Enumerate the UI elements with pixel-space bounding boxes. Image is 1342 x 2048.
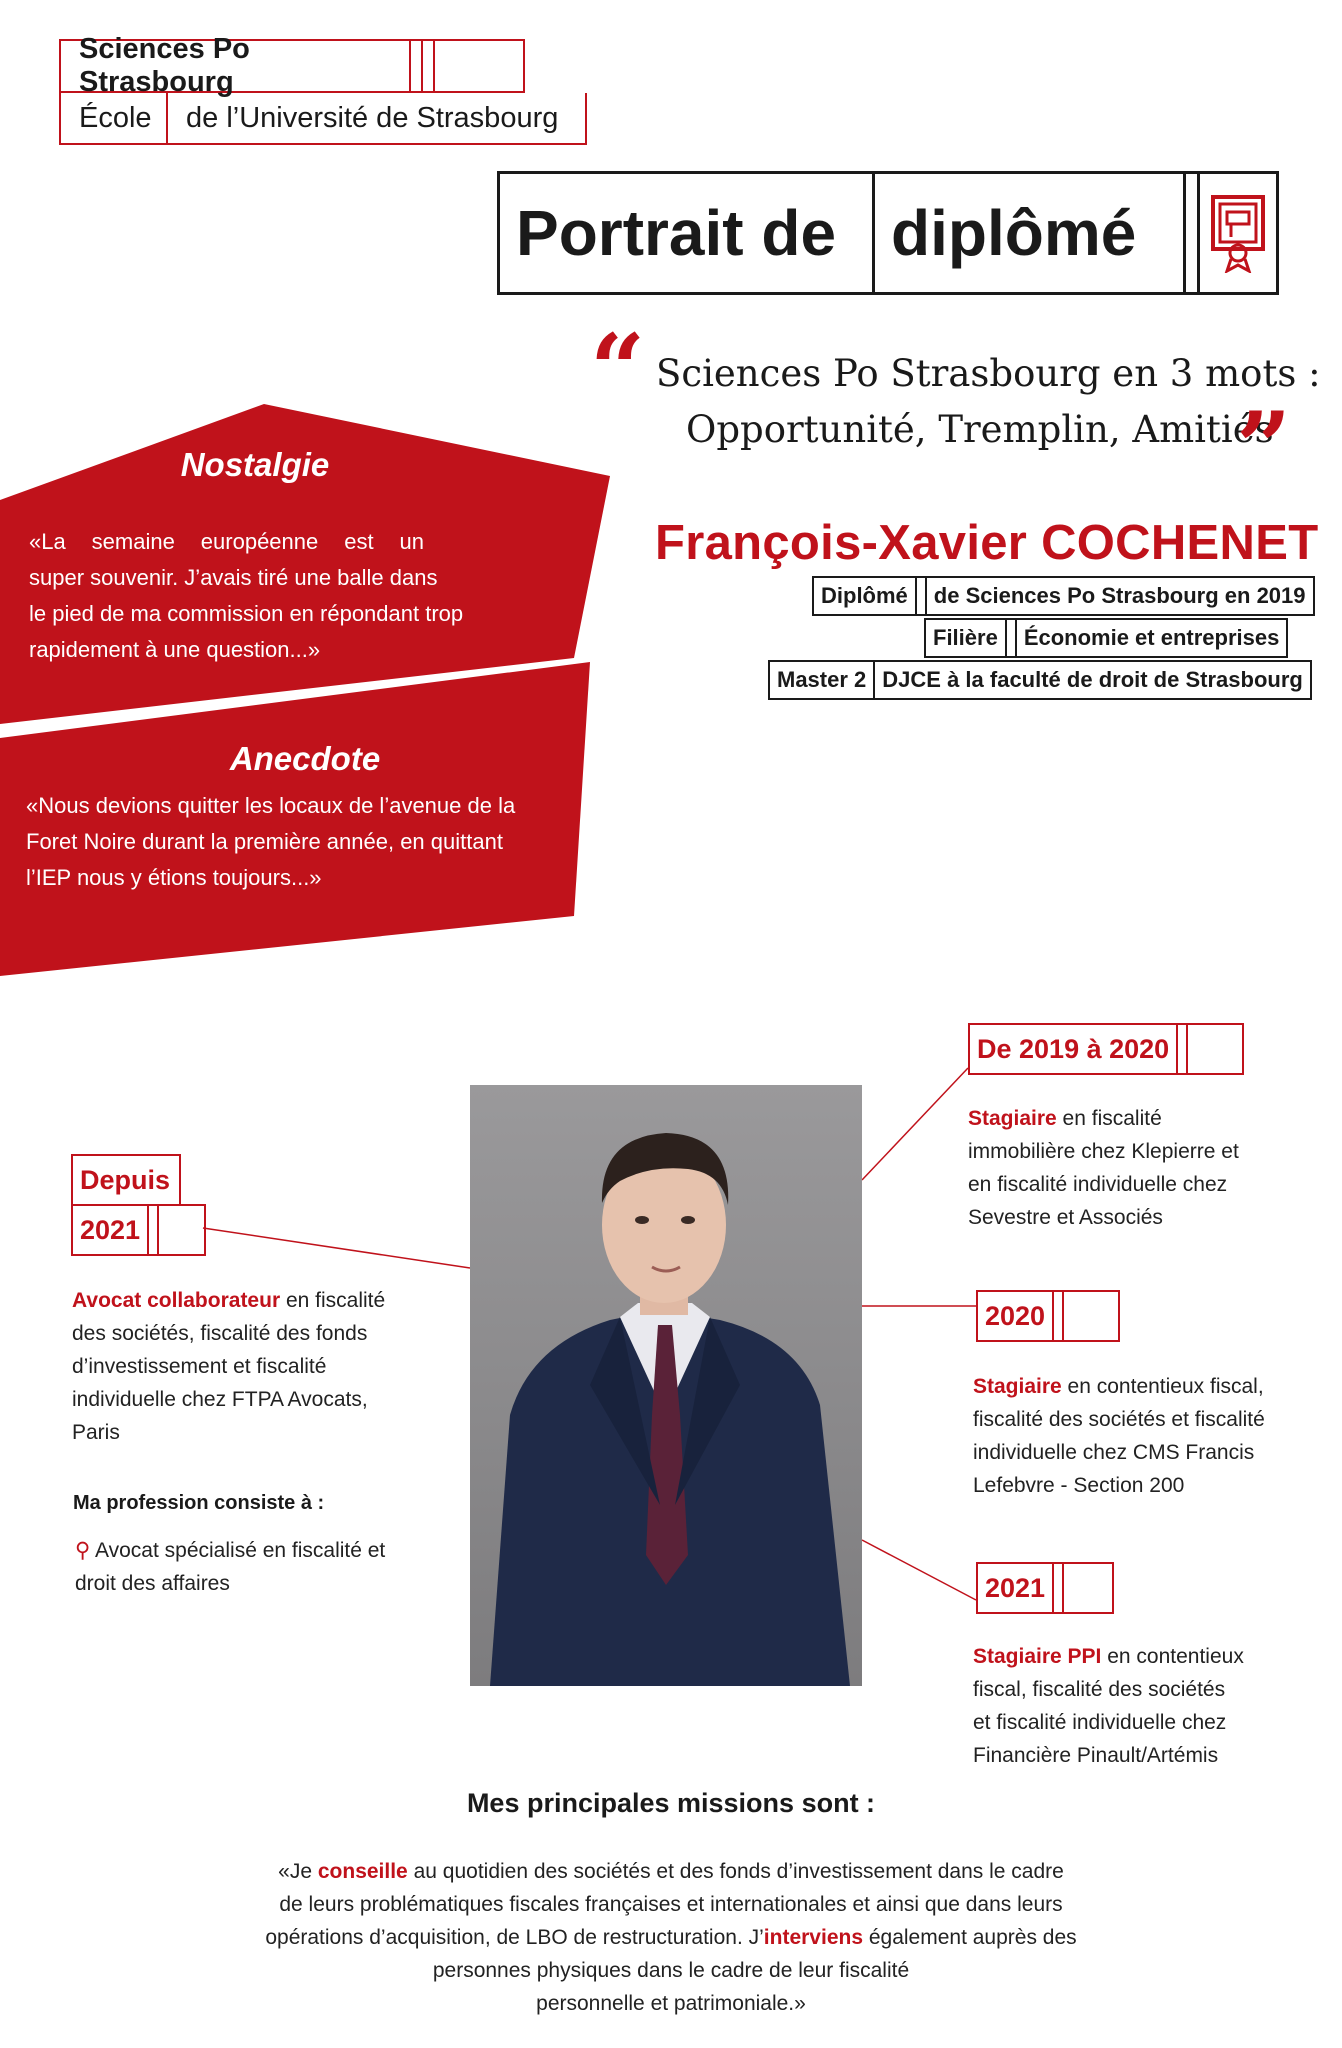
portrait-photo [470, 1085, 862, 1686]
timeline-line: Sevestre et Associés [968, 1206, 1163, 1229]
quote-line2: Opportunité, Tremplin, Amitiés [686, 408, 1274, 451]
missions-text-part: également auprès des [863, 1926, 1077, 1949]
timeline-line: immobilière chez Klepierre et [968, 1140, 1239, 1163]
missions-highlight: conseille [317, 1860, 408, 1883]
nostalgie-line: rapidement à une question...» [29, 637, 321, 662]
title-part1: Portrait de [500, 174, 875, 292]
tag-label: Master 2 [770, 662, 875, 698]
tag-label: Filière [926, 620, 1007, 656]
missions-line: de leurs problématiques fiscales françaises et internationales et ainsi que dans leurs [279, 1893, 1063, 1916]
timeline-role: Stagiaire [968, 1107, 1057, 1130]
missions-title: Mes principales missions sont : [466, 1788, 876, 1818]
box-spacer [1188, 1025, 1242, 1073]
current-line: individuelle chez FTPA Avocats, [72, 1388, 368, 1411]
timeline-role: Stagiaire [973, 1375, 1062, 1398]
timeline-line: Lefebvre - Section 200 [973, 1474, 1185, 1497]
person-name: François-Xavier COCHENET [655, 516, 1319, 570]
timeline-period: De 2019 à 2020 [970, 1025, 1178, 1073]
box-divider [1178, 1025, 1188, 1073]
timeline-period-box [968, 1023, 1244, 1075]
timeline-entry [973, 1370, 1313, 1502]
timeline-role: Stagiaire PPI [973, 1645, 1102, 1668]
missions-text [240, 1855, 1102, 2020]
missions-line: personnes physiques dans le cadre de leur fiscalité [432, 1959, 910, 1982]
box-divider [149, 1206, 159, 1254]
timeline-period-box [976, 1562, 1114, 1614]
tag-label: Diplômé [814, 578, 917, 614]
profession-line: Avocat spécialisé en fiscalité et [95, 1539, 386, 1562]
school-ecole: École [61, 93, 168, 143]
timeline-period-box [976, 1290, 1120, 1342]
timeline-entry [973, 1640, 1313, 1772]
current-line: d’investissement et fiscalité [72, 1355, 327, 1378]
nostalgie-heading: Nostalgie [180, 446, 330, 483]
magnifier-icon: ⚲ [75, 1539, 91, 1562]
current-role: Avocat collaborateur [72, 1289, 281, 1312]
profession-description [75, 1534, 435, 1600]
timeline-line: Financière Pinault/Artémis [973, 1744, 1219, 1767]
tag-value: DJCE à la faculté de droit de Strasbourg [882, 667, 1303, 692]
school-name: Sciences Po Strasbourg [61, 41, 411, 91]
timeline-entry [968, 1102, 1288, 1234]
box-spacer [159, 1206, 204, 1254]
timeline-line: fiscalité des sociétés et fiscalité [973, 1408, 1265, 1431]
current-year-box [71, 1204, 206, 1256]
timeline-period: 2021 [978, 1564, 1054, 1612]
nostalgie-line: le pied de ma commission en répondant trop [29, 601, 464, 626]
profession-title: Ma profession consiste à : [73, 1492, 325, 1514]
quote-close-mark: ” [1236, 391, 1292, 504]
anecdote-line: Foret Noire durant la première année, en quittant [26, 829, 503, 854]
timeline-line: en contentieux [1101, 1645, 1244, 1668]
missions-highlight: interviens [763, 1926, 864, 1949]
timeline-period: 2020 [978, 1292, 1054, 1340]
anecdote-line: «Nous devions quitter les locaux de l’avenue de la [26, 793, 516, 818]
current-year: 2021 [73, 1206, 149, 1254]
box-spacer [1064, 1292, 1118, 1340]
profession-line: droit des affaires [75, 1572, 230, 1595]
timeline-line: fiscal, fiscalité des sociétés [973, 1678, 1226, 1701]
timeline-line: et fiscalité individuelle chez [973, 1711, 1227, 1734]
timeline-line: en contentieux fiscal, [1061, 1375, 1264, 1398]
missions-text-part: «Je [278, 1860, 318, 1883]
tag-value: Économie et entreprises [1023, 625, 1280, 650]
quote-line1: Sciences Po Strasbourg en 3 mots : [656, 352, 1321, 395]
title-part2: diplômé [875, 174, 1186, 292]
current-line: Paris [72, 1421, 120, 1444]
anecdote-heading: Anecdote [229, 740, 381, 777]
timeline-line: individuelle chez CMS Francis [973, 1441, 1255, 1464]
tag-value: de Sciences Po Strasbourg en 2019 [933, 583, 1306, 608]
missions-text-part: au quotidien des sociétés et des fonds d’investissement dans le cadre [407, 1860, 1064, 1883]
box-divider [1054, 1564, 1064, 1612]
nostalgie-line: «La semaine européenne est un [29, 529, 424, 554]
timeline-line: en fiscalité [1056, 1107, 1162, 1130]
current-line: des sociétés, fiscalité des fonds [72, 1322, 368, 1345]
current-label: Depuis [80, 1164, 171, 1195]
timeline-line: en fiscalité individuelle chez [968, 1173, 1228, 1196]
current-label-box [71, 1154, 181, 1206]
box-spacer [1064, 1564, 1112, 1612]
current-description [72, 1284, 432, 1449]
missions-text-part: opérations d’acquisition, de LBO de restructuration. J’ [265, 1926, 764, 1949]
box-divider [1054, 1292, 1064, 1340]
anecdote-line: l’IEP nous y étions toujours...» [26, 865, 322, 890]
current-line: en fiscalité [280, 1289, 386, 1312]
school-university: de l’Université de Strasbourg [186, 101, 559, 134]
missions-line: personnelle et patrimoniale.» [536, 1992, 806, 2015]
quote-open-mark: “ [590, 313, 646, 426]
nostalgie-line: super souvenir. J’avais tiré une balle dans [29, 565, 438, 590]
